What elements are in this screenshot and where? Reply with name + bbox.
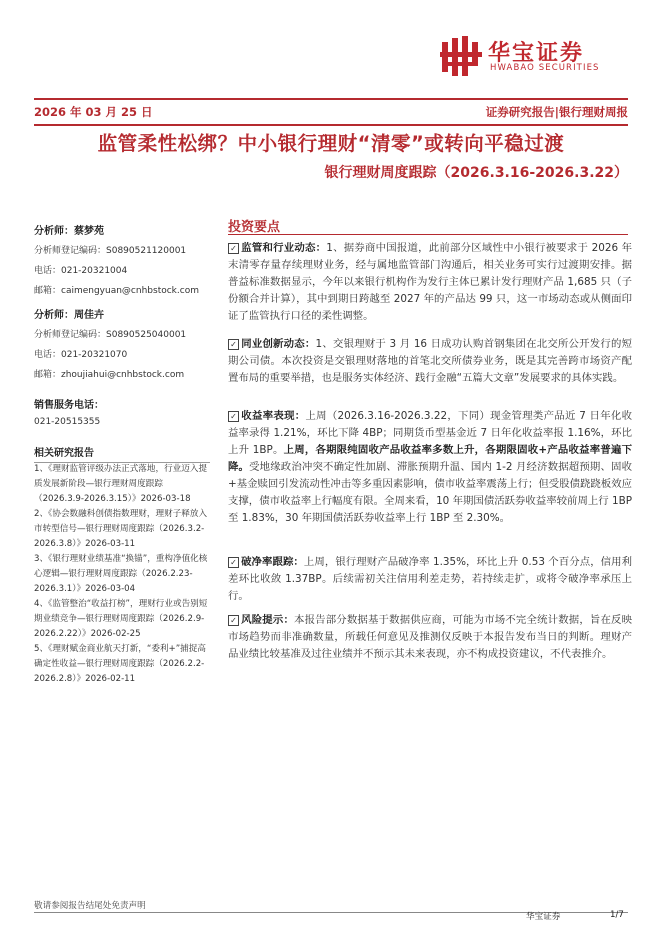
related-report-link[interactable]: 1、《理财监管评级办法正式落地，行业迈入提质发展新阶段—银行理财周度跟踪（2026.3.9-2026.3.15）》2026-03-18 [34,464,208,504]
analyst-reg: 分析师登记编码：S0890521120001 [34,246,187,256]
analyst-block-2 [34,306,210,387]
checkbox-bullet-icon: ✓ [228,615,239,626]
brand-name-cn: 华宝证券 [488,41,585,66]
checkbox-bullet-icon: ✓ [228,557,239,568]
sales-title: 销售服务电话： [34,400,104,411]
date-bar [34,98,628,126]
paragraph-lead: 风险提示： [241,614,295,626]
related-report-link[interactable]: 4、《监管整治“收益打榜”，理财行业或告别短期业绩竞争—银行理财周度跟踪（2026.2.9-2026.2.22）》2026-02-25 [34,599,208,639]
report-type: 证券研究报告|银行理财周报 [485,105,628,119]
analyst-email[interactable]: 邮箱：caimengyuan@cnhbstock.com [34,286,199,296]
related-report-link[interactable]: 3、《银行理财业绩基准“换锚”，重构净值化核心逻辑—银行理财周度跟踪（2026.2.23-2026.3.1）》2026-03-04 [34,554,208,594]
paragraph-lead: 收益率表现： [241,410,306,422]
paragraph-text: 本报告部分数据基于数据供应商，可能为市场不完全统计数据，旨在反映市场趋势而非准确数量，所载任何意见及推测仅反映于本报告发布当日的判断。理财产品业绩比较基准及过往业绩并不预示其未来表现，亦不构成投资建议，不代表推介。 [228,614,632,660]
paragraph-lead: 监管和行业动态： [241,242,327,254]
paragraph-innovation [228,336,632,387]
related-reports-title: 相关研究报告 [34,444,210,463]
footer-disclaimer: 敬请参阅报告结尾处免责声明 [34,901,146,911]
analyst-block-1 [34,222,210,303]
section-title: 投资要点 [228,220,281,235]
analyst-name: 分析师：周佳卉 [34,310,104,321]
section-divider [228,234,628,235]
page-number: 1/7 [610,910,624,920]
related-report-link[interactable]: 5、《理财赋金商业航天打新，“委利+”捕捉高确定性收益—银行理财周度跟踪（2026.2.2-2026.2.8）》2026-02-11 [34,644,206,684]
analyst-reg: 分析师登记编码：S0890525040001 [34,330,187,340]
paragraph-highlight: 上周，各期限纯固收产品收益率多数上升，各期限固收+产品收益率普遍下降。 [228,444,633,473]
page-subtitle: 银行理财周度跟踪（2026.3.16-2026.3.22） [324,165,628,181]
brand-name-en: HWABAO SECURITIES [490,63,600,73]
report-date: 2026 年 03 月 25 日 [34,105,153,119]
hwabao-logo-icon [440,34,484,78]
paragraph-regulation [228,240,632,325]
analyst-name: 分析师：蔡梦苑 [34,226,104,237]
related-report-link[interactable]: 2、《协会数融科创债指数理财，理财子释放入市转型信号—银行理财周度跟踪（2026.3.2-2026.3.8）》2026-03-11 [34,509,208,549]
paragraph-text: 1、交银理财于 3 月 16 日成功认购首钢集团在北交所公开发行的短期公司债。本次投资是交银理财落地的首笔北交所债券业务，既是其完善跨市场资产配置布局的重要举措，也是服务实体经济、践行金融“五篇大文章”发展要求的具体实践。 [228,338,632,384]
checkbox-bullet-icon: ✓ [228,339,239,350]
page-title: 监管柔性松绑？中小银行理财“清零”或转向平稳过渡 [97,132,565,155]
sales-block [34,396,210,434]
paragraph-risk [228,612,632,663]
paragraph-breakeven [228,554,632,605]
paragraph-text: 1、据券商中国报道，此前部分区域性中小银行被要求于 2026 年末清零存量存续理财业务，经与属地监管部门沟通后，相关业务可实行过渡期安排。据普益标准数据显示，今年以来银行机构作为发行主体已累计发行理财产品 1,685 只（子份额合并计算），其中到期日跨越至 2027 年的产品达 99 只，这一市场动态或从侧面印证了监管执行口径的柔性调整。 [228,242,632,322]
sales-phone: 021-20515355 [34,417,101,427]
paragraph-text: 上周，银行理财产品破净率 1.35%，环比上升 0.53 个百分点，信用利差环比收敛 1.37BP。后续需初关注信用利差走势，若持续走扩，或将令破净率承压上行。 [228,556,632,602]
analyst-email[interactable]: 邮箱：zhoujiahui@cnhbstock.com [34,370,185,380]
checkbox-bullet-icon: ✓ [228,243,239,254]
paragraph-tail: 受地缘政治冲突不确定性加剧、滞胀预期升温、国内 1-2 月经济数据超预期、固收+基金赎回引发流动性冲击等多重因素影响，债市收益率震荡上行；但受股债跷跷板效应支撑，债市收益率上行幅度有限。全周来看，10 年期国债活跃券收益率较前周上行 1BP 至 1.83%，30 年期国债活跃券收益率上行 1BP 至 2.30%。 [228,461,632,524]
brand-logo [440,34,630,78]
paragraph-yield [228,408,632,527]
paragraph-lead: 同业创新动态： [241,338,316,350]
checkbox-bullet-icon: ✓ [228,411,239,422]
footer-brand: 华宝证券 [526,912,561,922]
related-reports-list [34,462,210,687]
paragraph-lead: 破净率跟踪： [241,556,304,568]
analyst-tel: 电话：021-20321004 [34,266,128,276]
paragraph-text: 上周（2026.3.16-2026.3.22，下同）现金管理类产品近 7 日年化收益率录得 1.21%，环比下降 4BP；同期货币型基金近 7 日年化收益率报 1.16%，环比上升 1BP。 [228,410,632,456]
analyst-tel: 电话：021-20321070 [34,350,128,360]
